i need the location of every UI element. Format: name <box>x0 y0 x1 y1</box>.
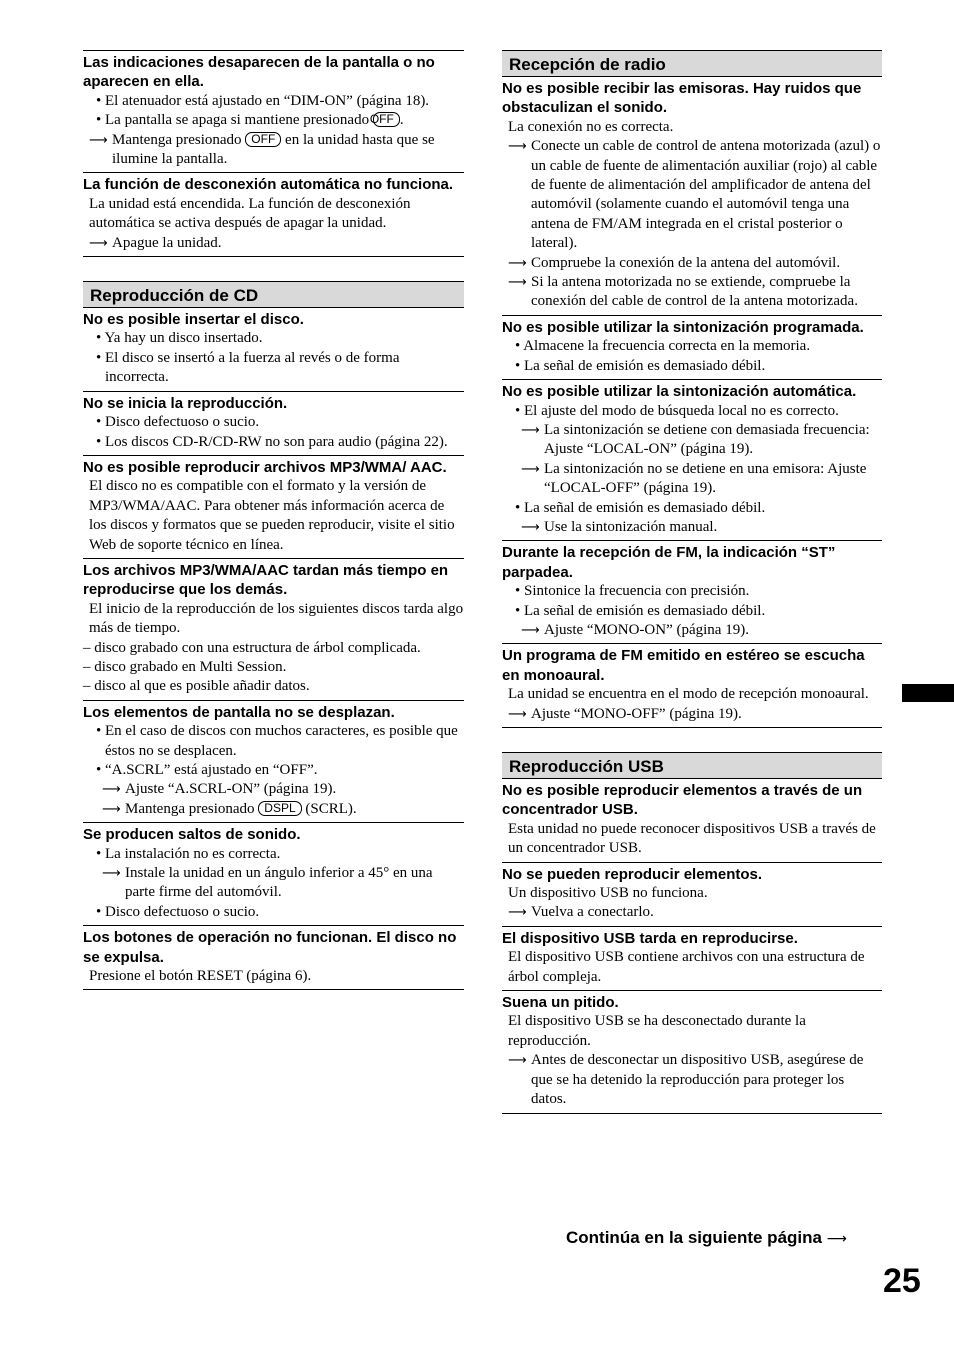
arrow-line <box>102 800 464 819</box>
item-title: Se producen saltos de sonido. <box>83 826 301 844</box>
bullet-mark: • <box>96 92 106 109</box>
line-text: Mantenga presionado <box>112 131 242 148</box>
line-text: Vuelva a conectarlo. <box>531 904 654 921</box>
continue-text: Continúa en la siguiente página <box>566 1228 822 1247</box>
text-line <box>502 118 882 137</box>
bullet-line <box>89 761 464 780</box>
dash-line <box>83 639 464 658</box>
bullet-mark: • <box>96 762 106 778</box>
troubleshoot-item <box>502 316 882 380</box>
bullet-line <box>89 413 464 432</box>
line-text: En el caso de discos con muchos caracteres, es posible que éstos no se desplacen. <box>105 723 458 759</box>
line-text: El ajuste del modo de búsqueda local no es correcto. <box>524 402 839 419</box>
text-line <box>502 685 882 704</box>
line-text: Conecte un cable de control de antena motorizada (azul) o un cable de fuente de alimentación auxiliar (rojo) al cable de fuente de alimentación del amplificador de antena del automóvil (solamente cuando el automóvil tenga una antena de FM/AM integrada en el cristal posterior o lateral). <box>531 138 881 252</box>
line-text: “A.SCRL” está ajustado en “OFF”. <box>105 762 318 778</box>
text-line <box>83 600 464 639</box>
bullet-mark: • <box>96 903 106 920</box>
arrow-line <box>89 234 464 253</box>
radio-section-heading: Recepción de radio <box>502 50 882 77</box>
line-text: La señal de emisión es demasiado débil. <box>524 357 766 374</box>
text-line <box>502 948 882 987</box>
troubleshoot-item <box>83 392 464 456</box>
item-title: No se pueden reproducir elementos. <box>502 865 763 883</box>
line-text: Disco defectuoso o sucio. <box>105 903 260 920</box>
bullet-mark: • <box>515 499 525 516</box>
line-text: – disco al que es posible añadir datos. <box>83 678 310 695</box>
item-title: No es posible recibir las emisoras. Hay ruidos que obstaculizan el sonido. <box>502 80 862 117</box>
cd-items <box>83 308 464 990</box>
arrow-line <box>102 780 464 799</box>
line-text: Instale la unidad en un ángulo inferior a 45° en una parte firme del automóvil. <box>125 865 433 901</box>
dash-line <box>83 677 464 696</box>
bullet-mark: • <box>96 433 106 450</box>
bullet-line <box>508 402 882 421</box>
item-title: La función de desconexión automática no funciona. <box>83 176 454 194</box>
item-title: Los botones de operación no funcionan. El disco no se expulsa. <box>83 929 457 966</box>
line-text: La sintonización se detiene con demasiada frecuencia: Ajuste “LOCAL-ON” (página 19). <box>544 421 870 458</box>
troubleshoot-item <box>502 380 882 541</box>
bullet-line <box>89 433 464 452</box>
bullet-mark: • <box>515 602 525 619</box>
line-text: Sintonice la frecuencia con precisión. <box>524 583 750 600</box>
line-text: El disco no es compatible con el formato y la versión de MP3/WMA/AAC. Para obtener más información acerca de los discos y formatos que se pueden reproducir, visite el sitio Web de soporte técnico en línea. <box>89 478 455 553</box>
key-label: DSPL <box>258 801 301 816</box>
line-text: Presione el botón RESET (página 6). <box>89 968 312 985</box>
key-label: OFF <box>245 132 281 147</box>
line-text: La conexión no es correcta. <box>508 118 674 135</box>
bullet-mark: • <box>96 723 106 740</box>
usb-section-heading: Reproducción USB <box>502 752 882 779</box>
line-text: Los discos CD-R/CD-RW no son para audio (página 22). <box>105 433 448 450</box>
item-title: Las indicaciones desaparecen de la pantalla o no aparecen en ella. <box>83 54 435 91</box>
cd-section-heading: Reproducción de CD <box>83 281 464 308</box>
right-arrow-icon: ⟶ <box>508 1053 527 1069</box>
right-arrow-icon: ⟶ <box>508 139 527 155</box>
continue-arrow-icon: ⟶ <box>826 1231 847 1247</box>
line-text: El atenuador está ajustado en “DIM-ON” (página 18). <box>105 92 430 109</box>
right-arrow-icon: ⟶ <box>508 905 527 921</box>
troubleshoot-item <box>502 863 882 927</box>
line-text: La sintonización no se detiene en una emisora: Ajuste “LOCAL-OFF” (página 19). <box>544 460 867 497</box>
text-line <box>502 1012 882 1051</box>
troubleshoot-item <box>83 173 464 257</box>
bullet-line <box>508 602 882 621</box>
bullet-line <box>508 499 882 518</box>
radio-items <box>502 77 882 728</box>
bullet-line <box>508 357 882 376</box>
arrow-line <box>508 705 882 724</box>
item-title: Los archivos MP3/WMA/AAC tardan más tiempo en reproducirse que los demás. <box>83 561 449 599</box>
right-arrow-icon: ⟶ <box>102 801 121 817</box>
troubleshoot-item <box>502 77 882 316</box>
troubleshoot-item <box>502 927 882 991</box>
item-title: Durante la recepción de FM, la indicación “ST” parpadea. <box>502 544 836 581</box>
usb-items <box>502 779 882 1114</box>
troubleshoot-item <box>83 559 464 701</box>
arrow-line <box>521 460 882 499</box>
bullet-mark: • <box>96 349 106 366</box>
side-index-tab <box>902 684 954 702</box>
bullet-mark: • <box>515 338 524 355</box>
arrow-line <box>508 137 882 253</box>
line-text: El dispositivo USB contiene archivos con una estructura de árbol compleja. <box>508 949 865 985</box>
bullet-mark: • <box>515 357 525 374</box>
bullet-line <box>89 845 464 864</box>
line-text: Ajuste “MONO-ON” (página 19). <box>544 621 749 638</box>
line-text: Si la antena motorizada no se extiende, compruebe la conexión del cable de control de la antena motorizada. <box>531 274 858 310</box>
line-text: Apague la unidad. <box>112 234 222 251</box>
page-number: 25 <box>883 1262 921 1300</box>
right-column <box>502 50 882 1114</box>
right-arrow-icon: ⟶ <box>521 461 540 477</box>
line-text: El inicio de la reproducción de los siguientes discos tarda algo más de tiempo. <box>89 600 464 637</box>
display-items <box>83 50 464 257</box>
arrow-line <box>508 903 882 922</box>
right-arrow-icon: ⟶ <box>521 519 540 535</box>
left-column <box>83 50 464 990</box>
arrow-line <box>521 621 882 640</box>
line-text: Antes de desconectar un dispositivo USB, asegúrese de que se ha detenido la reproducción para proteger los datos. <box>531 1052 864 1108</box>
right-arrow-icon: ⟶ <box>508 255 527 271</box>
line-text-after: en la unidad hasta que se ilumine la pantalla. <box>112 131 435 168</box>
troubleshoot-item <box>83 926 464 990</box>
right-arrow-icon: ⟶ <box>521 422 540 438</box>
continue-note <box>566 1228 847 1248</box>
arrow-line <box>508 254 882 273</box>
line-text-after: . <box>399 112 404 129</box>
troubleshoot-item <box>502 991 882 1113</box>
line-text: La unidad está encendida. La función de desconexión automática se activa después de apagar la unidad. <box>89 195 411 232</box>
line-text: La unidad se encuentra en el modo de recepción monoaural. <box>508 686 869 703</box>
text-line <box>83 967 464 986</box>
text-line <box>83 477 464 555</box>
line-text: Ya hay un disco insertado. <box>104 330 263 347</box>
bullet-mark: • <box>96 845 106 862</box>
item-title: No es posible utilizar la sintonización programada. <box>502 318 864 336</box>
line-text: La instalación no es correcta. <box>105 845 281 862</box>
bullet-line <box>508 582 882 601</box>
right-arrow-icon: ⟶ <box>102 782 121 798</box>
arrow-line <box>508 273 882 312</box>
bullet-mark: • <box>96 112 106 129</box>
bullet-line <box>89 349 464 388</box>
bullet-mark: • <box>96 414 106 431</box>
line-text: Un dispositivo USB no funciona. <box>508 885 708 902</box>
line-text: Esta unidad no puede reconocer dispositivos USB a través de un concentrador USB. <box>508 820 876 857</box>
text-line <box>502 820 882 859</box>
item-title: No se inicia la reproducción. <box>83 394 288 412</box>
item-title: Un programa de FM emitido en estéreo se escucha en monoaural. <box>502 647 865 684</box>
right-arrow-icon: ⟶ <box>102 866 121 882</box>
arrow-line <box>89 131 464 170</box>
line-text-after: (SCRL). <box>305 800 357 817</box>
line-text: Almacene la frecuencia correcta en la memoria. <box>523 338 811 355</box>
right-arrow-icon: ⟶ <box>508 706 527 722</box>
line-text: Compruebe la conexión de la antena del automóvil. <box>531 254 841 271</box>
item-title: No es posible reproducir archivos MP3/WMA/ AAC. <box>83 458 447 476</box>
arrow-line <box>508 1051 882 1109</box>
bullet-line <box>508 337 882 356</box>
right-arrow-icon: ⟶ <box>89 235 108 251</box>
bullet-mark: • <box>515 583 525 600</box>
line-text: El dispositivo USB se ha desconectado durante la reproducción. <box>508 1013 806 1049</box>
text-line <box>502 884 882 903</box>
item-title: No es posible utilizar la sintonización automática. <box>502 383 857 401</box>
bullet-line <box>89 111 464 130</box>
arrow-line <box>521 518 882 537</box>
item-title: No es posible insertar el disco. <box>83 311 304 329</box>
arrow-line <box>102 864 464 903</box>
line-text: Mantenga presionado <box>125 800 255 817</box>
right-arrow-icon: ⟶ <box>89 132 108 148</box>
line-text: Use la sintonización manual. <box>544 518 718 535</box>
arrow-line <box>521 421 882 460</box>
item-title: No es posible reproducir elementos a través de un concentrador USB. <box>502 782 863 819</box>
key-label: OFF <box>373 112 400 127</box>
dash-line <box>83 658 464 677</box>
line-text: – disco grabado en Multi Session. <box>83 658 287 675</box>
troubleshoot-item <box>83 308 464 392</box>
troubleshoot-item <box>83 701 464 823</box>
line-text: La pantalla se apaga si mantiene presionado <box>105 112 370 129</box>
item-title: Los elementos de pantalla no se desplazan. <box>83 703 395 721</box>
troubleshoot-item <box>502 779 882 863</box>
text-line <box>83 195 464 234</box>
item-title: El dispositivo USB tarda en reproducirse. <box>502 929 798 947</box>
line-text: Ajuste “MONO-OFF” (página 19). <box>531 705 742 722</box>
troubleshoot-item <box>83 823 464 926</box>
right-arrow-icon: ⟶ <box>508 275 527 291</box>
item-title: Suena un pitido. <box>502 994 619 1012</box>
troubleshoot-item <box>83 456 464 559</box>
line-text: La señal de emisión es demasiado débil. <box>524 499 766 516</box>
bullet-line <box>89 722 464 761</box>
line-text: La señal de emisión es demasiado débil. <box>524 602 766 619</box>
troubleshoot-item <box>83 50 464 173</box>
bullet-line <box>89 92 464 111</box>
bullet-line <box>89 903 464 922</box>
line-text: Disco defectuoso o sucio. <box>105 414 260 431</box>
bullet-mark: • <box>96 330 105 347</box>
right-arrow-icon: ⟶ <box>521 622 540 638</box>
bullet-line <box>89 329 464 348</box>
line-text: Ajuste “A.SCRL-ON” (página 19). <box>125 781 337 798</box>
bullet-mark: • <box>515 402 525 419</box>
line-text: – disco grabado con una estructura de árbol complicada. <box>83 639 421 656</box>
line-text: El disco se insertó a la fuerza al revés o de forma incorrecta. <box>105 349 400 386</box>
troubleshoot-item <box>502 644 882 728</box>
troubleshoot-item <box>502 541 882 644</box>
